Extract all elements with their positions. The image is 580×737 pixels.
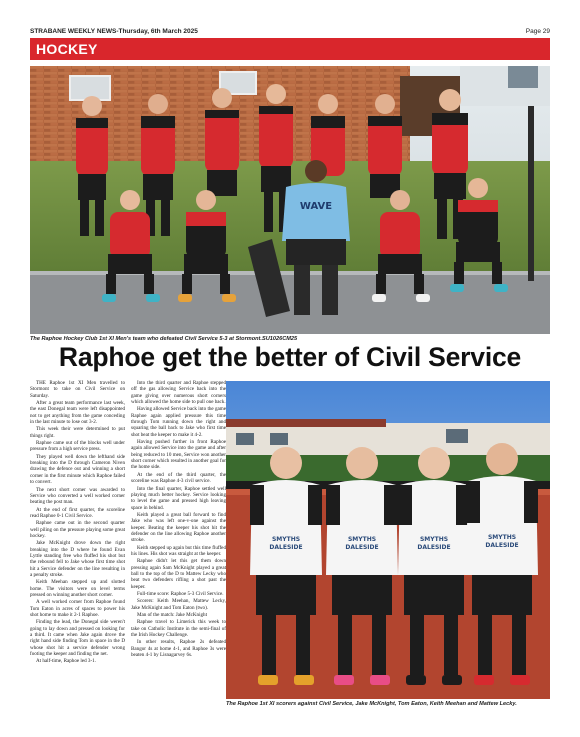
article-column-2 [131,380,226,698]
page-masthead [30,27,550,37]
paragraph: Raphoe travel to Limerick this week to take on Catholic Institute in the semi-final of the Irish Hockey Challenge. [131,619,226,639]
paragraph: Scorers: Keith Meehan, Mattew Lecky, Jake McKnight and Tom Eaton (two). [131,598,226,611]
paragraph: A well worked corner from Raphoe found Tom Eaton in acres of spaces to power his shot home to make it 2-1 Raphoe. [30,599,125,619]
masthead-publication-date: STRABANE WEEKLY NEWS-Thursday, 6th March 2025 [30,28,198,35]
article-body [30,380,226,698]
paragraph: After a great team performance last week, the east Donegal team were left disappointed not to get anything from the game conceding in the last minute to lose out 3-2. [30,400,125,426]
paragraph: Raphoe didn't let this get them down pressing again Sam McKnight played a great ball to the top of the D to Mattew Lecky who beat two defenders rifling a shot past the keeper. [131,558,226,590]
shirt-sponsor-1: SMYTHS [487,534,517,541]
paragraph: Keith Meehan stepped up and slotted home. The visitors were on level terms pressed on winning another short corner. [30,579,125,598]
paragraph: At the end of the third quarter, the scoreline was Raphoe 4-3 civil service. [131,471,226,485]
paragraph: THE Raphoe 1st XI Men travelled to Stormont to take on Civil Service on Saturday. [30,380,125,399]
paragraph: This week their were determined to put things right. [30,426,125,439]
paragraph: Into the final quarter, Raphoe settled well playing much better hockey. Service looking to level the game and pressed high leaving space in behind. [131,485,226,511]
scorers-photo-caption: The Raphoe 1st XI scorers against Civil Service, Jake McKnight, Tom Eaton, Keith Meehan and Mattew Lecky. [226,701,517,707]
section-label: HOCKEY [36,41,98,57]
scorers-photo-illustration [226,381,550,699]
article-headline: Raphoe get the better of Civil Service [58,342,522,372]
paragraph: Finding the lead, the Donegal side weren't going to lay down and pressed on looking for a third. It came when Jake again drove the right hand side finding Tom in space in the D whose shot hit a service defender wrong footing the keeper and finding the net. [30,619,125,658]
paragraph: Keith stepped up again but this time fluffed his lines. His shot was straight at the keeper. [131,544,226,557]
paragraph: Full-time score: Raphoe 5-3 Civil Service. [137,591,224,597]
team-photo-caption: The Raphoe Hockey Club 1st XI Men's team who defeated Civil Service 5-3 at Stormont.SU1026CM25 [30,336,298,342]
section-banner [30,38,550,60]
paragraph: Raphoe came out of the blocks well under pressure from a high service press. [30,440,125,453]
shirt-sponsor-2: DALESIDE [345,544,379,551]
team-photo-illustration [30,66,550,334]
shirt-sponsor-1: SMYTHS [419,536,449,543]
paragraph: Raphoe came out in the second quarter well piling on the pressure playing some great hockey. [30,520,125,539]
page-number: Page 29 [525,28,550,35]
shirt-sponsor-2: DALESIDE [269,544,303,551]
paragraph: At half-time, Raphoe led 3-1. [36,658,96,665]
article-column-1 [30,380,125,698]
paragraph: Having pushed further in front Raphoe again allowed Service into the game and after being reduced to 10 men, Service won another short corner which resulted in another goal for the home side. [131,439,226,471]
shirt-sponsor-2: DALESIDE [417,544,451,551]
paragraph: Jake McKnight drove down the right breaking into the D where he found Evan Lyttle standing free who fluffed his shot but the rebound fell to Jake whose first time shot hit a Service defender on the line resulting in a penalty stroke. [30,540,125,578]
shirt-sponsor-1: SMYTHS [347,536,377,543]
paragraph: In other results, Raphoe 2s defeated Bangor 4s at home 4-1, and Raphoe 3s were beaten 4-1 by Lisnagarvey 6s. [131,639,226,659]
shirt-sponsor-1: SMYTHS [271,536,301,543]
paragraph: They played well down the lefthand side breaking into the D through Cameron Niven drawing the defence out and winning a short corner in the first minute which Raphoe failed to convert. [30,453,125,486]
paragraph: At the end of first quarter, the scoreline read Raphoe 0-1 Civil Service. [30,506,125,519]
shirt-sponsor-2: DALESIDE [485,542,519,549]
paragraph: Having allowed Service back into the game Raphoe again applied pressure this time through Tom running down the right and squaring the ball back to Jake who first time shot beat the keeper to make it 4-2. [131,406,226,438]
scorers-photo [226,381,550,699]
paragraph: Keith played a great ball forward to find Jake who was left one-v-one against the keeper. Beating the keeper his shot hit the defender on the line allowing Raphoe another stroke. [131,511,226,544]
paragraph: Into the third quarter and Raphoe stepped off the gas allowing Service back into the game giving over numerous short corners which allowed the home side to pull one back. [131,380,226,406]
paragraph: The next short corner was awarded to Service who converted a well worked corner beating the post man. [30,486,125,506]
paragraph: Man of the match: Jake McKnight [137,612,208,619]
team-photo [30,66,550,334]
goalie-shirt-text: WAVE [299,201,333,212]
